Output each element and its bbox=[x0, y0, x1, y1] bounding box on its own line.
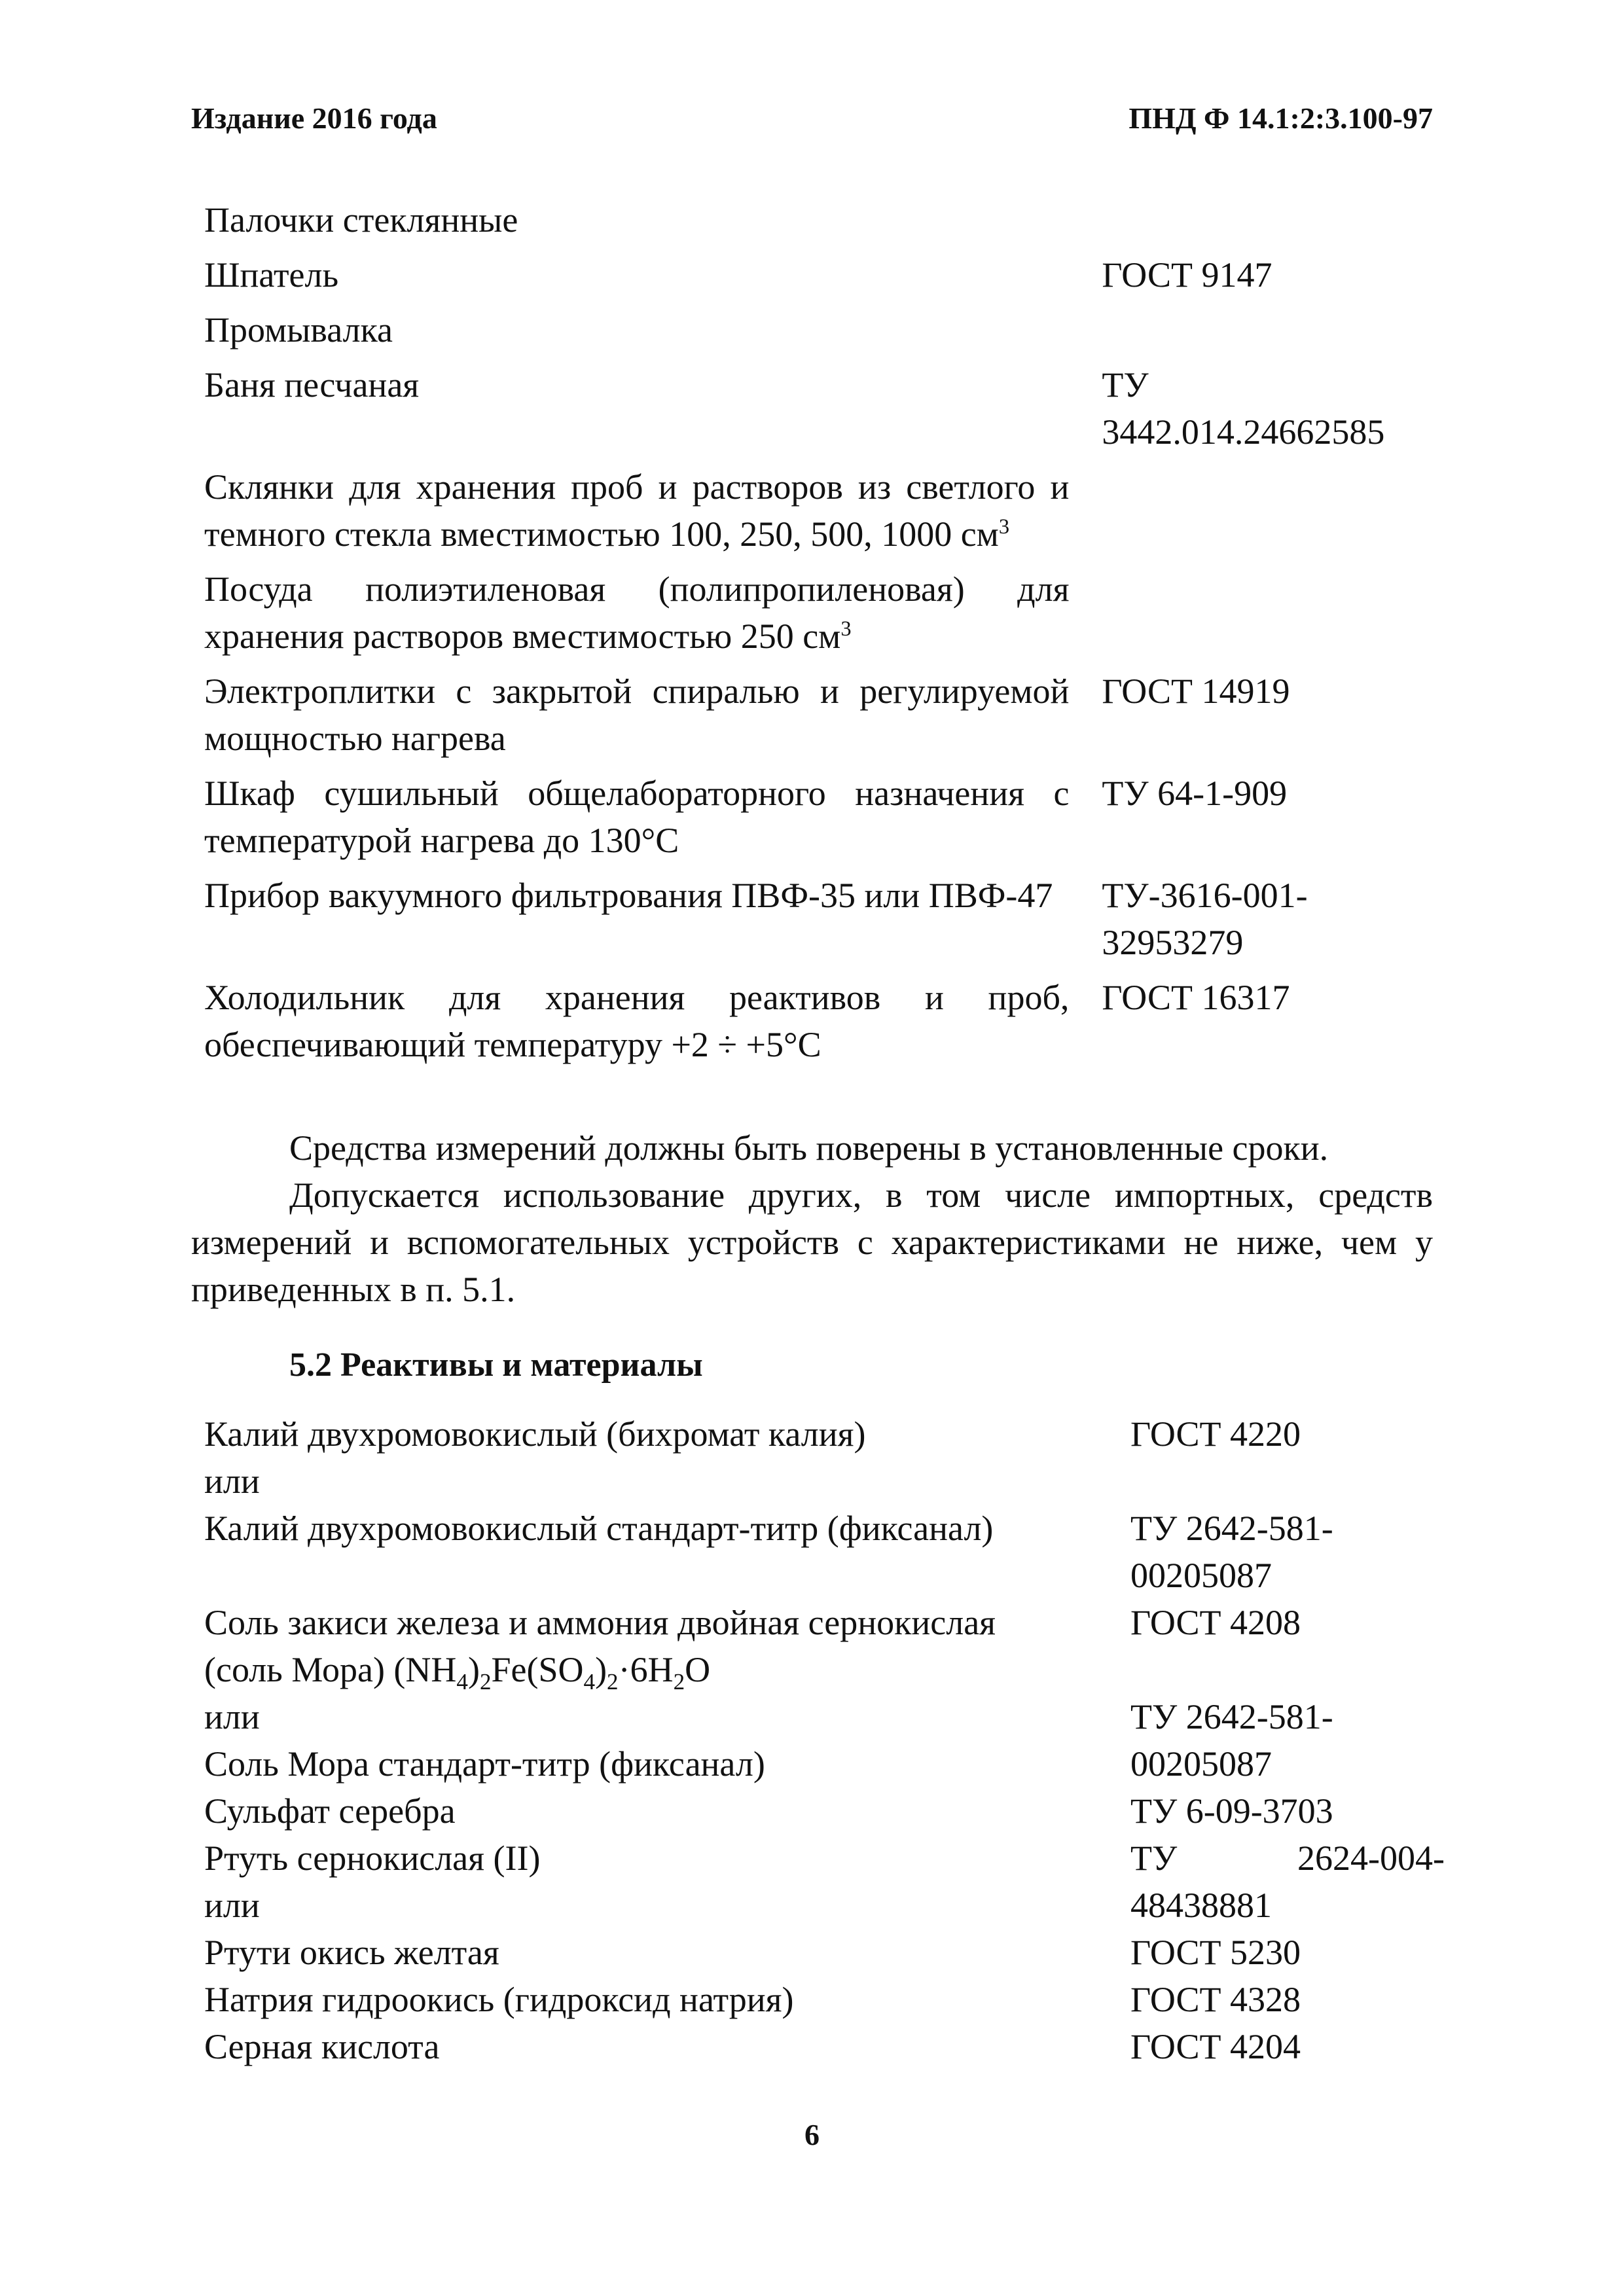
equipment-name: Промывалка bbox=[204, 310, 393, 350]
equipment-name-text: Посуда полиэтиленовая (полипропиленовая) для хранения растворов вместимостью 250 см bbox=[204, 569, 1070, 656]
equipment-row bbox=[204, 770, 1448, 864]
reagent-standard: ТУ 2642-581- bbox=[1130, 1697, 1333, 1736]
body-text bbox=[191, 1124, 1433, 1313]
reagent-row bbox=[204, 1882, 1448, 1929]
superscript: 3 bbox=[998, 515, 1010, 539]
equipment-name: Шкаф сушильный общелабораторного назначения с температурой нагрева до 130°С bbox=[204, 774, 1070, 860]
equipment-name bbox=[204, 463, 1069, 558]
equipment-row bbox=[204, 463, 1448, 558]
equipment-row bbox=[204, 974, 1448, 1068]
equipment-standard: ТУ 64-1-909 bbox=[1102, 774, 1288, 813]
subscript: 2 bbox=[607, 1668, 619, 1695]
formula-part: O bbox=[685, 1650, 711, 1689]
reagent-or: или bbox=[204, 1462, 260, 1501]
standard-line: ТУ-3616-001- bbox=[1102, 876, 1308, 915]
reagent-name: Калий двухромовокислый (бихромат калия) bbox=[204, 1414, 866, 1454]
subscript: 2 bbox=[479, 1668, 492, 1695]
equipment-name: Палочки стеклянные bbox=[204, 200, 518, 240]
reagent-standard bbox=[1130, 1458, 1445, 1505]
reagent-name: Сульфат серебра bbox=[204, 1791, 456, 1831]
reagent-or: или bbox=[204, 1697, 260, 1736]
standard-line: ТУ bbox=[1102, 365, 1149, 404]
reagent-name: Ртуть сернокислая (II) bbox=[204, 1839, 541, 1878]
equipment-row bbox=[204, 565, 1448, 660]
reagent-standard: ГОСТ 4208 bbox=[1130, 1603, 1301, 1642]
page-number: 6 bbox=[804, 2118, 820, 2151]
subscript: 4 bbox=[456, 1668, 468, 1695]
reagent-row bbox=[204, 1458, 1448, 1505]
equipment-row bbox=[204, 196, 1448, 243]
standard-part: ТУ bbox=[1130, 1839, 1178, 1878]
reagent-name: Ртути окись желтая bbox=[204, 1933, 499, 1972]
equipment-name: Баня песчаная bbox=[204, 365, 420, 404]
reagent-name: Натрия гидроокись (гидроксид натрия) bbox=[204, 1980, 794, 2019]
equipment-list bbox=[204, 196, 1448, 1076]
standard-line: 3442.014.24662585 bbox=[1102, 412, 1385, 452]
equipment-row bbox=[204, 872, 1448, 966]
formula-part: ·6H bbox=[618, 1650, 674, 1689]
header-document-code: ПНД Ф 14.1:2:3.100-97 bbox=[1128, 101, 1433, 135]
reagent-name: Соль Мора стандарт-титр (фиксанал) bbox=[204, 1744, 765, 1784]
equipment-standard: ГОСТ 14919 bbox=[1102, 672, 1290, 711]
equipment-name: Холодильник для хранения реактивов и проб, обеспечивающий температуру +2 ÷ +5°С bbox=[204, 978, 1070, 1064]
paragraph: Средства измерений должны быть поверены в установленные сроки. bbox=[289, 1128, 1329, 1168]
equipment-name bbox=[204, 565, 1069, 660]
reagent-name: Соль закиси железа и аммония двойная сернокислая bbox=[204, 1603, 996, 1642]
reagent-name bbox=[204, 1552, 1111, 1599]
reagent-standard: 00205087 bbox=[1130, 1556, 1272, 1595]
equipment-name: Электроплитки с закрытой спиралью и регулируемой мощностью нагрева bbox=[204, 672, 1070, 758]
reagent-row bbox=[204, 1929, 1448, 1976]
formula-part: Fe(SO bbox=[491, 1650, 584, 1689]
reagent-row bbox=[204, 1646, 1448, 1693]
equipment-standard bbox=[1102, 565, 1448, 660]
equipment-row bbox=[204, 361, 1448, 456]
superscript: 3 bbox=[840, 617, 852, 641]
reagents-list bbox=[204, 1410, 1448, 2070]
reagent-standard: 48438881 bbox=[1130, 1886, 1272, 1925]
reagent-row bbox=[204, 1505, 1448, 1552]
equipment-row bbox=[204, 668, 1448, 762]
section-heading: 5.2 Реактивы и материалы bbox=[289, 1346, 703, 1384]
reagent-standard: ГОСТ 4204 bbox=[1130, 2027, 1301, 2066]
reagent-name: Серная кислота bbox=[204, 2027, 440, 2066]
reagent-row bbox=[204, 1976, 1448, 2023]
reagent-row bbox=[204, 2023, 1448, 2070]
reagent-row bbox=[204, 1835, 1448, 1882]
standard-part: 2624-004- bbox=[1297, 1839, 1445, 1878]
equipment-row bbox=[204, 251, 1448, 298]
equipment-row bbox=[204, 306, 1448, 353]
reagent-standard: ГОСТ 4328 bbox=[1130, 1980, 1301, 2019]
reagent-formula: (соль Мора) $(NH_4)_2Fe(SO_4)_2\cdot 6H_2O$ bbox=[204, 1650, 711, 1695]
reagent-or: или bbox=[204, 1886, 260, 1925]
equipment-name: Прибор вакуумного фильтрования ПВФ-35 или ПВФ-47 bbox=[204, 876, 1053, 915]
standard-line: 32953279 bbox=[1102, 923, 1244, 962]
equipment-standard bbox=[1102, 361, 1448, 456]
reagent-standard: ТУ 6-09-3703 bbox=[1130, 1791, 1333, 1831]
reagent-row bbox=[204, 1787, 1448, 1835]
reagent-standard: ТУ 2642-581- bbox=[1130, 1509, 1333, 1548]
reagent-standard bbox=[1130, 1835, 1445, 1882]
reagent-row bbox=[204, 1693, 1448, 1740]
equipment-standard: ГОСТ 9147 bbox=[1102, 255, 1272, 295]
equipment-name: Шпатель bbox=[204, 255, 339, 295]
formula-part: (соль Мора) (NH bbox=[204, 1650, 457, 1689]
equipment-standard bbox=[1102, 872, 1448, 966]
reagent-standard: ГОСТ 5230 bbox=[1130, 1933, 1301, 1972]
reagent-name: Калий двухромовокислый стандарт-титр (фиксанал) bbox=[204, 1509, 994, 1548]
paragraph: Допускается использование других, в том числе импортных, средств измерений и вспомогательных устройств с характеристиками не ниже, чем у приведенных в п. 5.1. bbox=[191, 1175, 1433, 1309]
reagent-standard: ГОСТ 4220 bbox=[1130, 1414, 1301, 1454]
reagent-standard bbox=[1130, 1646, 1445, 1693]
reagent-row bbox=[204, 1552, 1448, 1599]
reagent-row bbox=[204, 1740, 1448, 1787]
equipment-standard bbox=[1102, 306, 1448, 353]
equipment-standard bbox=[1102, 196, 1448, 243]
equipment-standard: ГОСТ 16317 bbox=[1102, 978, 1290, 1017]
reagent-standard: 00205087 bbox=[1130, 1744, 1272, 1784]
reagent-row bbox=[204, 1410, 1448, 1458]
subscript: 4 bbox=[583, 1668, 596, 1695]
header-edition: Издание 2016 года bbox=[191, 101, 437, 135]
subscript: 2 bbox=[673, 1668, 685, 1695]
equipment-name-text: Склянки для хранения проб и растворов из светлого и темного стекла вместимостью 100, 250, 500, 1000 см bbox=[204, 467, 1070, 554]
reagent-row bbox=[204, 1599, 1448, 1646]
equipment-standard bbox=[1102, 463, 1448, 558]
